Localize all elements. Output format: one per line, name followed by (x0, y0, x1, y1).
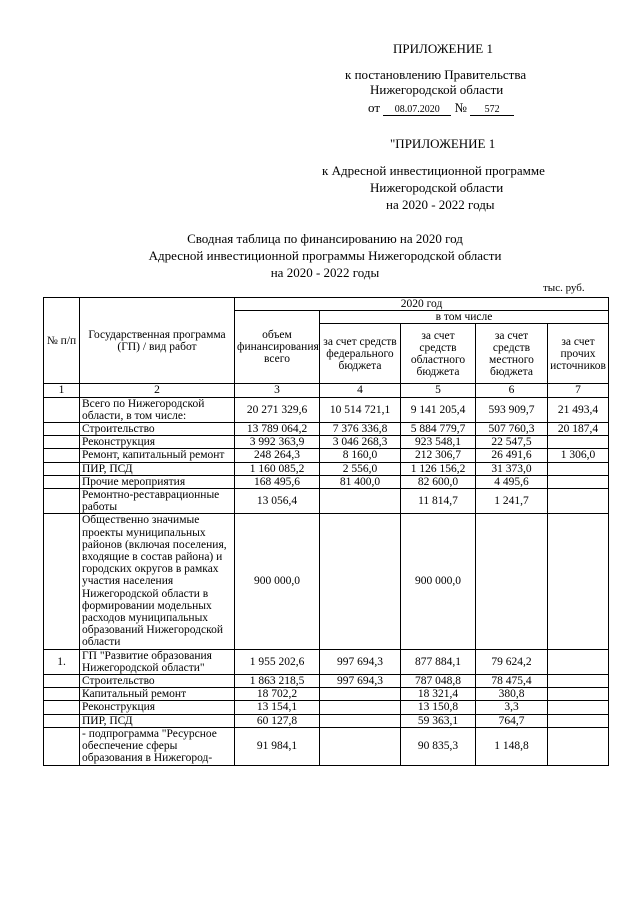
title-line-3: на 2020 - 2022 годы (270, 265, 380, 280)
row-regional: 90 835,3 (401, 727, 476, 765)
row-number: 1. (44, 649, 80, 674)
row-regional: 1 126 156,2 (401, 462, 476, 475)
row-federal (320, 701, 401, 714)
column-number: 5 (401, 384, 476, 397)
row-total: 248 264,3 (235, 449, 320, 462)
table-row (44, 475, 609, 488)
row-other (548, 514, 609, 649)
row-name: Общественно значимые проекты муниципальных районов (включая поселения, входящие в состав района) и городских округов в рамках участия населения Нижегородской области в формировании модельных расходов муниципальных образований Нижегородской области (80, 514, 235, 649)
row-local: 22 547,5 (476, 436, 548, 449)
row-number (44, 397, 80, 422)
row-other (548, 436, 609, 449)
resolution-line-1: к постановлению Правительства (345, 67, 527, 82)
from-label: от (368, 100, 381, 115)
table-row (44, 688, 609, 701)
row-name: ПИР, ПСД (80, 462, 235, 475)
row-total: 168 495,6 (235, 475, 320, 488)
row-local: 1 148,8 (476, 727, 548, 765)
row-number (44, 714, 80, 727)
row-name: Реконструкция (80, 701, 235, 714)
title-line-1: Сводная таблица по финансированию на 2020 год (187, 231, 463, 246)
row-federal: 997 694,3 (320, 649, 401, 674)
column-number: 7 (548, 384, 609, 397)
table-row (44, 423, 609, 436)
table-header-row (44, 298, 609, 311)
row-total: 13 056,4 (235, 489, 320, 514)
row-local (476, 514, 548, 649)
row-regional: 5 884 779,7 (401, 423, 476, 436)
row-regional: 11 814,7 (401, 489, 476, 514)
table-row (44, 649, 609, 674)
row-name: - подпрограмма "Ресурсное обеспечение сферы образования в Нижегород- (80, 727, 235, 765)
row-regional: 900 000,0 (401, 514, 476, 649)
header-total: объем финансирования всего (235, 311, 320, 384)
row-local: 380,8 (476, 688, 548, 701)
row-local: 79 624,2 (476, 649, 548, 674)
row-federal: 8 160,0 (320, 449, 401, 462)
row-total: 1 955 202,6 (235, 649, 320, 674)
row-other (548, 475, 609, 488)
row-other: 20 187,4 (548, 423, 609, 436)
header-num: № п/п (44, 298, 80, 384)
row-number (44, 688, 80, 701)
row-number (44, 462, 80, 475)
row-regional: 59 363,1 (401, 714, 476, 727)
row-name: Реконструкция (80, 436, 235, 449)
resolution-line-2: Нижегородской области (370, 82, 504, 97)
number-sign: № (454, 100, 467, 115)
row-total: 3 992 363,9 (235, 436, 320, 449)
row-name: ПИР, ПСД (80, 714, 235, 727)
row-total: 91 984,1 (235, 727, 320, 765)
row-name: Строительство (80, 423, 235, 436)
row-other (548, 489, 609, 514)
row-regional: 787 048,8 (401, 675, 476, 688)
row-regional: 9 141 205,4 (401, 397, 476, 422)
unit-label: тыс. руб. (543, 282, 585, 294)
row-federal: 3 046 268,3 (320, 436, 401, 449)
table-row (44, 489, 609, 514)
header-other: за счет прочих источников (548, 324, 609, 384)
row-number (44, 514, 80, 649)
row-federal: 7 376 336,8 (320, 423, 401, 436)
row-federal: 81 400,0 (320, 475, 401, 488)
row-federal (320, 714, 401, 727)
row-local: 593 909,7 (476, 397, 548, 422)
row-regional: 82 600,0 (401, 475, 476, 488)
table-row (44, 714, 609, 727)
column-number: 2 (80, 384, 235, 397)
row-name: Ремонтно-реставрационные работы (80, 489, 235, 514)
table-row (44, 462, 609, 475)
row-other (548, 462, 609, 475)
row-other (548, 688, 609, 701)
row-federal: 2 556,0 (320, 462, 401, 475)
row-local: 764,7 (476, 714, 548, 727)
row-federal (320, 514, 401, 649)
row-federal: 10 514 721,1 (320, 397, 401, 422)
row-federal (320, 489, 401, 514)
row-federal (320, 688, 401, 701)
column-number: 1 (44, 384, 80, 397)
row-number (44, 727, 80, 765)
table-row (44, 675, 609, 688)
row-local: 507 760,3 (476, 423, 548, 436)
row-local: 31 373,0 (476, 462, 548, 475)
row-total: 1 863 218,5 (235, 675, 320, 688)
row-local: 78 475,4 (476, 675, 548, 688)
row-name: Капитальный ремонт (80, 688, 235, 701)
row-total: 60 127,8 (235, 714, 320, 727)
row-other (548, 649, 609, 674)
table-row (44, 514, 609, 649)
row-number (44, 436, 80, 449)
row-other (548, 727, 609, 765)
row-name: Строительство (80, 675, 235, 688)
header-federal: за счет средств федерального бюджета (320, 324, 401, 384)
header-name: Государственная программа (ГП) / вид работ (80, 298, 235, 384)
row-total: 13 154,1 (235, 701, 320, 714)
row-local: 26 491,6 (476, 449, 548, 462)
row-other: 21 493,4 (548, 397, 609, 422)
row-number (44, 701, 80, 714)
table-row (44, 701, 609, 714)
appendix-label: ПРИЛОЖЕНИЕ 1 (393, 41, 493, 56)
row-regional: 13 150,8 (401, 701, 476, 714)
column-number-row (44, 384, 609, 397)
row-other (548, 714, 609, 727)
appendix-label-2: "ПРИЛОЖЕНИЕ 1 (390, 136, 496, 151)
row-other (548, 701, 609, 714)
resolution-date-line (368, 100, 514, 116)
table-row (44, 727, 609, 765)
header-including: в том числе (320, 311, 609, 324)
row-number (44, 489, 80, 514)
program-line-2: Нижегородской области (370, 180, 504, 195)
row-regional: 923 548,1 (401, 436, 476, 449)
row-number (44, 475, 80, 488)
row-federal (320, 727, 401, 765)
resolution-date: 08.07.2020 (383, 104, 451, 116)
header-regional: за счет средств областного бюджета (401, 324, 476, 384)
table-row (44, 436, 609, 449)
program-line-3: на 2020 - 2022 годы (386, 197, 495, 212)
program-line-1: к Адресной инвестиционной программе (322, 163, 545, 178)
row-regional: 18 321,4 (401, 688, 476, 701)
row-local: 3,3 (476, 701, 548, 714)
financing-table (43, 297, 609, 766)
row-local: 1 241,7 (476, 489, 548, 514)
row-other: 1 306,0 (548, 449, 609, 462)
column-number: 4 (320, 384, 401, 397)
title-line-2: Адресной инвестиционной программы Нижегородской области (148, 248, 502, 263)
row-number (44, 423, 80, 436)
row-other (548, 675, 609, 688)
row-name: Ремонт, капитальный ремонт (80, 449, 235, 462)
table-row (44, 397, 609, 422)
row-total: 1 160 085,2 (235, 462, 320, 475)
row-regional: 212 306,7 (401, 449, 476, 462)
row-name: Прочие мероприятия (80, 475, 235, 488)
row-name: Всего по Нижегородской области, в том числе: (80, 397, 235, 422)
row-number (44, 449, 80, 462)
header-year: 2020 год (235, 298, 609, 311)
row-local: 4 495,6 (476, 475, 548, 488)
row-regional: 877 884,1 (401, 649, 476, 674)
resolution-number: 572 (470, 104, 514, 116)
row-total: 13 789 064,2 (235, 423, 320, 436)
row-total: 900 000,0 (235, 514, 320, 649)
row-federal: 997 694,3 (320, 675, 401, 688)
table-row (44, 449, 609, 462)
row-name: ГП "Развитие образования Нижегородской области" (80, 649, 235, 674)
column-number: 6 (476, 384, 548, 397)
row-total: 20 271 329,6 (235, 397, 320, 422)
column-number: 3 (235, 384, 320, 397)
row-number (44, 675, 80, 688)
header-local: за счет средств местного бюджета (476, 324, 548, 384)
row-total: 18 702,2 (235, 688, 320, 701)
